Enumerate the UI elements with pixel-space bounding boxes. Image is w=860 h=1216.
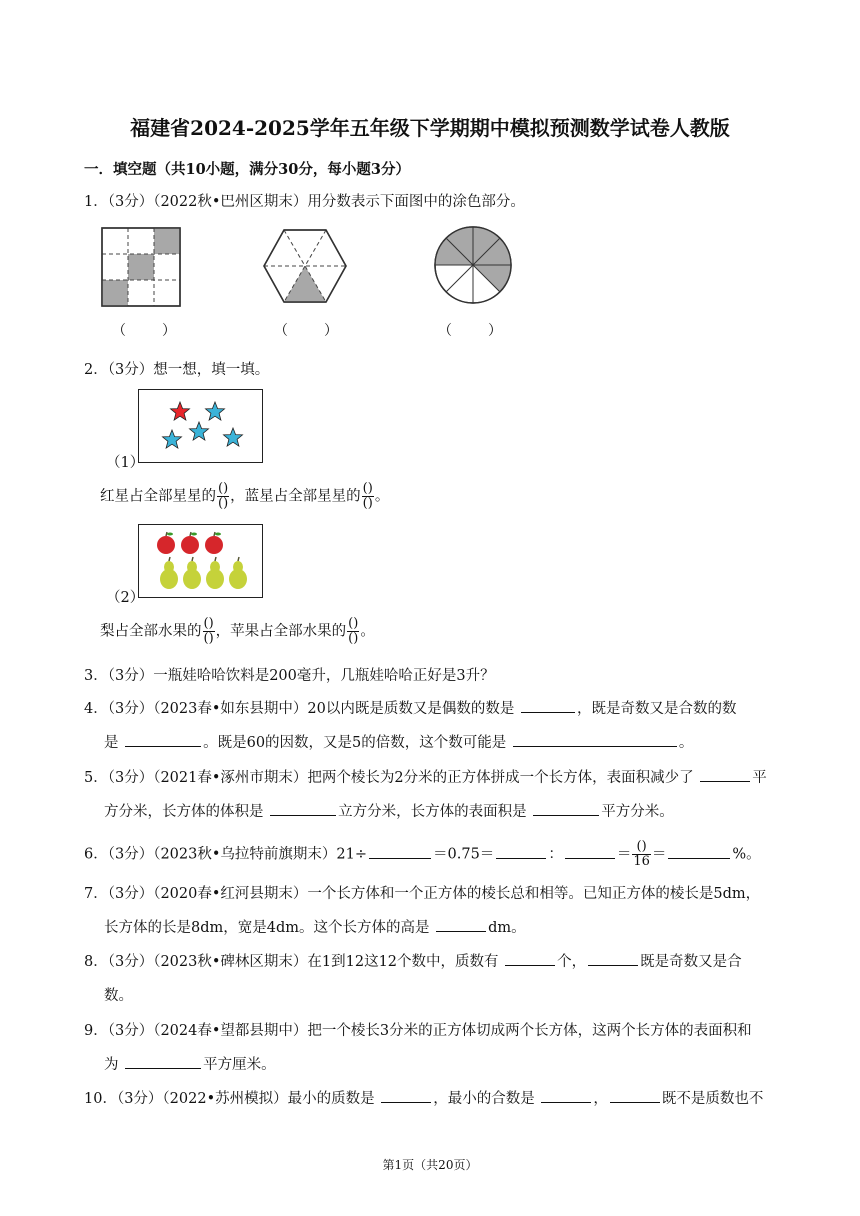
shaded-cell [102, 280, 128, 306]
question-8-line-2: 数。 [104, 988, 133, 1004]
answer-blank[interactable] [521, 698, 575, 713]
apple-icon [181, 532, 199, 554]
shaded-cell [128, 254, 154, 280]
sub-label-1: （1） [106, 455, 145, 471]
blue-star-icon [224, 428, 243, 446]
answer-blank[interactable] [668, 844, 730, 859]
answer-blank[interactable] [513, 732, 677, 747]
question-2-sub1: 红星占全部星星的 $\frac{()}{()}$ ，蓝星占全部星星的 $\frac{()}{()}$ 。 [100, 481, 390, 511]
answer-blank[interactable] [588, 951, 638, 966]
stars-box [138, 389, 263, 463]
answer-blank[interactable] [436, 917, 486, 932]
fraction-blank[interactable]: $\frac{()}{()}$ [362, 481, 373, 511]
question-3-text: 3．（3分）一瓶娃哈哈饮料是200毫升，几瓶娃哈哈正好是3升？ [84, 668, 495, 684]
shaded-cell [154, 228, 180, 254]
question-6: 6．（3分）（2023秋•乌拉特前旗期末）21÷ ＝0.75＝ ： ＝ $\frac{()}{16}$ ＝ %。 [84, 839, 761, 869]
answer-blank[interactable] [541, 1088, 591, 1103]
red-star-icon [171, 402, 190, 420]
blue-star-icon [163, 430, 182, 448]
answer-blank[interactable] [565, 844, 615, 859]
answer-blank-3[interactable]: （ ） [438, 323, 502, 339]
pear-icon [160, 557, 178, 589]
answer-blank[interactable] [505, 951, 555, 966]
hexagon-figure [262, 226, 348, 306]
question-5-line-2: 方分米，长方体的体积是 立方分米，长方体的表面积是 平方分米。 [104, 800, 674, 821]
question-1-text: 1．（3分）（2022秋•巴州区期末）用分数表示下面图中的涂色部分。 [84, 194, 525, 210]
question-2-text: 2．（3分）想一想，填一填。 [84, 362, 270, 378]
answer-blank[interactable] [496, 844, 546, 859]
question-9-line-1: 9．（3分）（2024春•望都县期中）把一个棱长3分米的正方体切成两个长方体，这两个长方体的表面积和 [84, 1023, 752, 1039]
answer-blank[interactable] [125, 732, 201, 747]
fraction-blank[interactable]: $\frac{()}{()}$ [203, 616, 214, 646]
page-footer: 第1页（共20页） [382, 1158, 478, 1172]
fraction-blank[interactable]: $\frac{()}{()}$ [218, 481, 229, 511]
question-8-line-1: 8．（3分）（2023秋•碑林区期末）在1到12这12个数中，质数有 个， 既是奇数又是合 [84, 950, 742, 971]
answer-blank[interactable] [369, 844, 431, 859]
fraction-blank[interactable]: $\frac{()}{16}$ [633, 839, 650, 869]
blue-star-icon [206, 402, 225, 420]
pear-icon [229, 557, 247, 589]
question-9-line-2: 为 平方厘米。 [104, 1053, 276, 1074]
question-2-sub2: 梨占全部水果的 $\frac{()}{()}$ ，苹果占全部水果的 $\frac{()}{()}$ 。 [100, 616, 375, 646]
answer-blank-2[interactable]: （ ） [274, 323, 338, 339]
section-heading: 一．填空题（共10小题，满分30分，每小题3分） [84, 161, 410, 178]
answer-blank[interactable] [533, 801, 599, 816]
answer-blank-1[interactable]: （ ） [112, 323, 176, 339]
fraction-blank[interactable]: $\frac{()}{()}$ [348, 616, 359, 646]
answer-blank[interactable] [381, 1088, 431, 1103]
answer-blank[interactable] [610, 1088, 660, 1103]
apple-icon [157, 532, 175, 554]
answer-blank[interactable] [125, 1054, 201, 1069]
page-title: 福建省2024-2025学年五年级下学期期中模拟预测数学试卷人教版 [130, 116, 730, 140]
pear-icon [183, 557, 201, 589]
question-4-line-1: 4．（3分）（2023春•如东县期中）20以内既是质数又是偶数的数是 ，既是奇数又是合数的数 [84, 697, 736, 718]
apple-icon [205, 532, 223, 554]
circle-figure [432, 224, 514, 306]
question-7-line-2: 长方体的长是8dm，宽是4dm。这个长方体的高是 dm。 [104, 916, 526, 937]
grid-square-figure [100, 224, 184, 308]
answer-blank[interactable] [700, 767, 750, 782]
fruits-box [138, 524, 263, 598]
blue-star-icon [190, 422, 209, 440]
sub-label-2: （2） [106, 590, 145, 606]
question-10: 10．（3分）（2022•苏州模拟）最小的质数是 ，最小的合数是 ， 既不是质数也不 [84, 1087, 763, 1108]
question-5-line-1: 5．（3分）（2021春•涿州市期末）把两个棱长为2分米的正方体拼成一个长方体，表面积减少了 平 [84, 766, 767, 787]
question-7-line-1: 7．（3分）（2020春•红河县期末）一个长方体和一个正方体的棱长总和相等。已知正方体的棱长是5dm， [84, 886, 761, 902]
question-4-line-2: 是 。既是60的因数，又是5的倍数，这个数可能是 。 [104, 731, 693, 752]
answer-blank[interactable] [270, 801, 336, 816]
pear-icon [206, 557, 224, 589]
